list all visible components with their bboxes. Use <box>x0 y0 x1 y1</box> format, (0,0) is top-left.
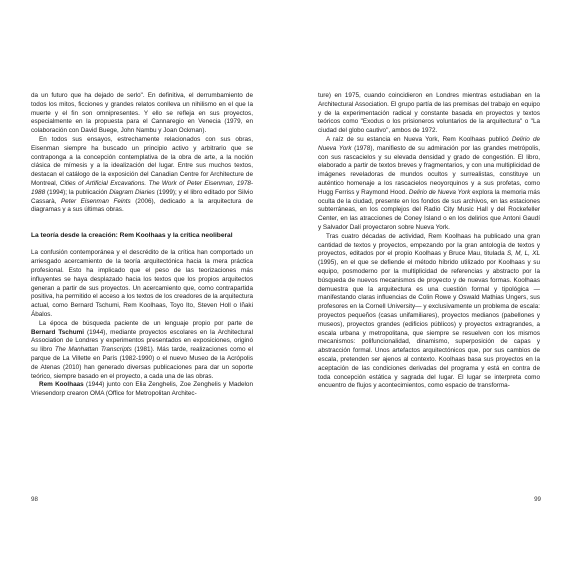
text-run: ture) en 1975, cuando coincidieron en Londres mientras estudiaban en la Architectural Association. El grupo partía de las premisas del trabajo en equipo y de la experimentación radical y constante basada en proyectos y textos teóricos como "Exodus o los prisioneros voluntarios de la arquitectura" o "La ciudad del globo cautivo", ambos de 1972. <box>318 92 540 135</box>
italic-title: Diagram Diaries <box>109 188 155 196</box>
text-run: A raíz de su estancia en Nueva York, Rem Koolhaas publicó <box>326 135 512 143</box>
text-run: (1944) junto con Elia Zenghelis, Zoe Zenghelis y Madelon Vriesendorp crearon OMA (Office for Metropolitan Architec- <box>31 381 253 398</box>
text-run: (2006), dedicado a la arquitectura de diagramas y a sus últimas obras. <box>31 197 253 214</box>
bold-name: Rem Koolhaas <box>39 381 84 389</box>
italic-title: Cities of Artificial Excavations. The Work of Peter Eisenman, 1978-1988 <box>31 179 253 196</box>
text-run: (1944), mediante proyectos escolares en la Architectural Association de Londres y experimentos presentados en exposiciones, originó su libro <box>31 328 253 354</box>
paragraph <box>31 249 253 319</box>
text-run: da un futuro que ha dejado de serlo". En definitiva, el derrumbamiento de todos los mitos, ficciones y grandes relatos conlleva un nihilismo en el que la muerte y el fin son omnipresentes. Y ello se refleja en sus proyectos, especialmente en la propuesta para el Cannaregio en Venecia (1979, en colaboración con David Buege, John Nambu y Joan Ockman). <box>31 92 253 135</box>
italic-title: Peter Eisenman Feints <box>60 197 131 205</box>
italic-title: Delirio de Nueva York <box>408 188 471 196</box>
paragraph <box>318 92 540 136</box>
page-number: 99 <box>534 496 541 503</box>
section-heading: La teoría desde la creación: Rem Koolhaas y la crítica neoliberal <box>31 232 233 240</box>
italic-title: The Manhattan Transcripts <box>54 346 132 354</box>
paragraph <box>31 136 253 215</box>
text-run: (1981). Más tarde, realizaciones como el parque de La Villette en París (1982-1990) o el nuevo Museo de la Acrópolis de Atenas (2010) han generado diversas publicaciones para dar un soporte teórico, siempre basado en el proyecto, a cada una de las obras. <box>31 346 253 380</box>
italic-title: Delirio de Nueva York <box>318 135 541 152</box>
text-run: (1995), en el que se defiende el método híbrido utilizado por Koolhaas y su equipo, posmoderno por la multiplicidad de referencias y abstracto por la búsqueda de nuevos mecanismos de proyecto y de nuevas formas. Koolhaas demuestra que la arquitectura es una cuestión formal y tipológica —manifestando claras influencias de Colin Rowe y Oswald Mathias Ungers, sus profesores en la Cornell University— y exclusivamente un problema de escala: proyectos pequeños (casas unifamiliares), proyectos medianos (pabellones y museos), proyectos grandes (edificios públicos) y proyectos extragrandes, a escala urbana y metropolitana, que siempre se resuelven con los mismos mecanismos: polifuncionalidad, dinamismo, superposición de capas y abstracción formal. Unos artefactos arquitectónicos que, por sus cambios de escala, pretenden ser ajenos al contexto. Koolhaas basa sus proyectos en la aceptación de las condiciones derivadas del programa y está en contra de toda concepción estática y sagrada del lugar. El lugar se interpreta como encuentro de flujos y acontecimientos, como espacio de transforma- <box>318 259 540 390</box>
bold-name: Bernard Tschumi <box>31 328 84 336</box>
text-run: (1994); la publicación <box>45 188 110 196</box>
paragraph <box>318 136 540 233</box>
text-run: La época de búsqueda paciente de un lenguaje propio por parte de <box>39 319 253 327</box>
text-run: En todos sus ensayos, estrechamente relacionados con sus obras, Eisenman siempre ha buscado un principio activo y arbitrario que se contraponga a la concepción contemplativa de la obra de arte, a la noción clásica de mímesis y a la idealización del lugar. Entre sus muchos textos, destacan el catálogo de la exposición del Canadian Centre for Architecture de Montreal, <box>31 135 253 187</box>
text-run: explora la memoria más oculta de la ciudad, presente en los fondos de sus archivos, en las estaciones subterráneas, en los complejos del Radio City Music Hall y del Rockefeller Center, en las atracciones de Coney Island o en los delirios que Antoni Gaudí y Salvador Dalí proyectaron sobre Nueva York. <box>318 188 541 231</box>
paragraph <box>31 92 253 136</box>
text-run: (1999); y el libro editado por Silvio Cassarà, <box>31 188 253 205</box>
italic-title: S, M, L, XL <box>506 250 540 258</box>
paragraph <box>318 233 540 391</box>
text-run: Tras cuatro décadas de actividad, Rem Koolhaas ha publicado una gran cantidad de textos y proyectos, empezando por la gran antología de textos y proyectos, editados por el propio Koolhaas y Bruce Mau, titulada <box>318 232 540 258</box>
text-run: (1978), manifiesto de su admiración por las grandes metrópolis, con sus rascacielos y su elevada densidad y grado de congestión. El libro, elaborado a partir de textos breves y fragmentarios, y con una multiplicidad de imágenes reveladoras de mundos ocultos y surrealistas, constituye un auténtico homenaje a los rascacielos neoyorquinos y a sus profetas, como Hugg Ferriss y Raymond Hood. <box>318 144 540 196</box>
left-text-column <box>31 92 253 399</box>
right-page <box>285 0 570 570</box>
paragraph <box>31 320 253 382</box>
paragraph <box>31 381 253 399</box>
page-number: 98 <box>31 496 38 503</box>
right-text-column <box>318 92 540 391</box>
text-run: La confusión contemporánea y el descrédito de la crítica han comportado un arriesgado acercamiento de la teoría arquitectónica hacia la mera práctica profesional. Esto ha implicado que el peso de las teorizaciones más influyentes se haya desplazado hacia los textos que los propios arquitectos generan a partir de sus proyectos. Un acercamiento que, como contrapartida positiva, ha permitido el acceso a los textos de los creadores de la arquitectura actual, como Bernard Tschumi, Rem Koolhaas, Toyo Ito, Steven Holl o Iñaki Ábalos. <box>31 249 253 319</box>
